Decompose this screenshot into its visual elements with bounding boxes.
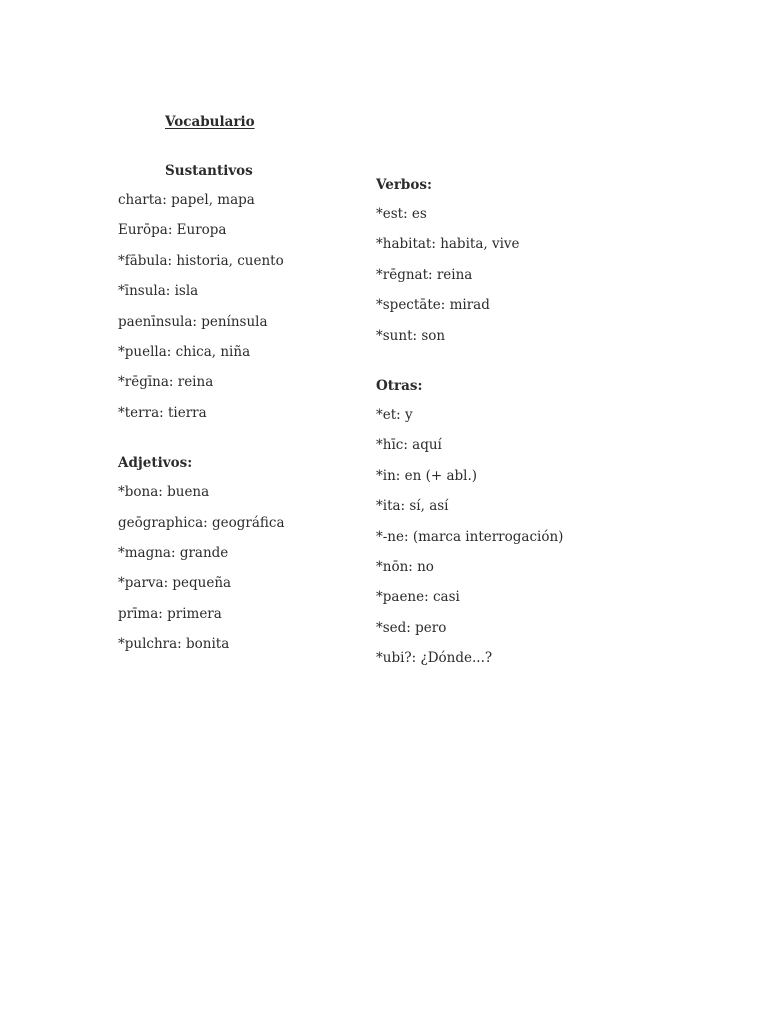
section-spacer — [118, 433, 418, 453]
section-spacer — [376, 356, 676, 376]
list-item: *rēgnat: reina — [376, 266, 473, 283]
right-column — [376, 175, 676, 678]
list-item: *pulchra: bonita — [118, 636, 230, 653]
list-item: *rēgīna: reina — [118, 374, 214, 391]
verbos-list — [376, 204, 676, 346]
list-item: *spectāte: mirad — [376, 297, 490, 314]
list-item: *ita: sí, así — [376, 498, 449, 515]
list-item: *īnsula: isla — [118, 283, 199, 300]
verbos-heading: Verbos: — [376, 177, 432, 193]
list-item: *in: en (+ abl.) — [376, 467, 478, 484]
list-item: *sed: pero — [376, 619, 447, 636]
left-column — [118, 161, 418, 664]
document-title: Vocabulario — [165, 114, 255, 130]
list-item: *parva: pequeña — [118, 575, 232, 592]
list-item: *paene: casi — [376, 589, 460, 606]
list-item: *habitat: habita, vive — [376, 236, 520, 253]
otras-heading: Otras: — [376, 377, 423, 394]
list-item: *magna: grande — [118, 544, 229, 561]
otras-list — [376, 405, 676, 668]
list-item: Eurōpa: Europa — [118, 222, 227, 239]
list-item: *bona: buena — [118, 484, 210, 501]
list-item: geōgraphica: geográfica — [118, 514, 285, 531]
list-item: *nōn: no — [376, 558, 434, 575]
list-item: *sunt: son — [376, 327, 446, 344]
list-item: *-ne: (marca interrogación) — [376, 528, 564, 545]
list-item: *ubi?: ¿Dónde...? — [376, 650, 493, 667]
sustantivos-list — [118, 190, 418, 423]
list-item: charta: papel, mapa — [118, 192, 255, 208]
list-item: *terra: tierra — [118, 404, 207, 421]
list-item: *fābula: historia, cuento — [118, 252, 284, 269]
adjetivos-list — [118, 482, 418, 654]
adjetivos-heading: Adjetivos: — [118, 455, 193, 472]
list-item: *puella: chica, niña — [118, 343, 251, 360]
list-item: *et: y — [376, 406, 413, 423]
list-item: paenīnsula: península — [118, 313, 268, 330]
list-item: *hīc: aquí — [376, 437, 442, 454]
list-item: *est: es — [376, 206, 427, 222]
sustantivos-heading: Sustantivos — [165, 163, 253, 179]
list-item: prīma: primera — [118, 605, 222, 622]
